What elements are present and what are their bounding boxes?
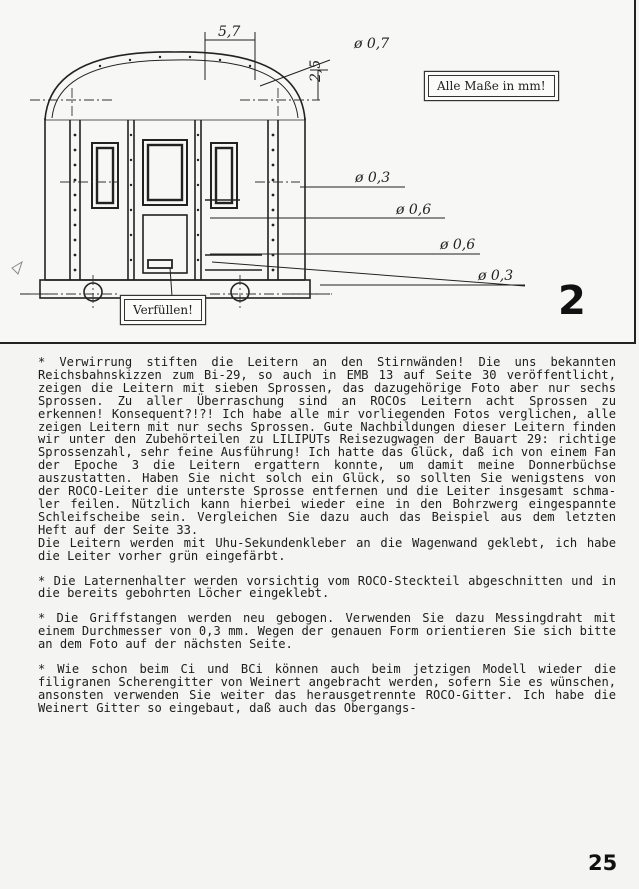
dim-diameter-1: ø 0,7 — [354, 36, 390, 52]
paragraph-ladder-glue: Die Leitern werden mit Uhu-Sekundenkleber an die Wagenwand geklebt, ich habe die Leiter vorher grün eingefärbt. — [38, 535, 616, 563]
technical-drawing-figure — [0, 0, 636, 344]
roof-outline — [45, 52, 305, 120]
rivet-dots — [74, 56, 275, 272]
paragraph-lantern-holders: * Die Laternenhalter werden vorsichtig vom ROCO-Steckteil abgeschnitten und in die bereits gebohrten Löcher eingeklebt. — [38, 573, 616, 601]
dim-diameter-4: ø 0,6 — [440, 237, 476, 253]
article-text — [38, 356, 616, 727]
paragraph-grab-rails: * Die Griffstangen werden neu gebogen. Verwenden Sie dazu Messingdraht mit einem Durchmesser von 0,3 mm. Wegen der genauen Form orientieren Sie sich bitte an dem Foto auf der nächsten Seite. — [38, 611, 616, 652]
figure-number: 2 — [558, 278, 586, 324]
page-number: 25 — [588, 851, 618, 875]
paragraph-ladders: * Verwirrung stiften die Leitern an den Stirnwänden! Die uns bekannten Reichsbahnskizzen zum Bi-29, so auch in EMB 13 auf Seite 30 veröffentlicht, zeigen die Leitern mit sieben Sprossen, das dazugehörige Foto aber nur sechs Sprossen. Zu aller Überraschung sind an ROCOs Leitern acht Sprossen zu erkennen! Konsequent?!?! Ich habe alle mir vorliegenden Fotos verglichen, alle zeigen Leitern mit nur sechs Sprossen. Gute Nachbildungen dieser Leitern finden wir unter den Zubehörteilen zu LILIPUTs Reisezugwagen der Bauart 29: richtige Sprossenzahl, sehr feine Ausführung! Ich hatte das Glück, daß ich von einem Fan der Epoche 3 die Leitern ergattern konnte, um damit meine Donnerbüchse auszustatten. Haben Sie nicht solch ein Glück, so sollten Sie wenigstens von der ROCO-Leiter die unterste Sprosse entfernen und die Leiter insgesamt schmaler feilen. Nützlich kann hierbei wieder eine in den Bohrzwerg eingespannte Schleifscheibe sein. Vergleichen Sie dazu auch das Beispiel aus dem letzten Heft auf der Seite 33. — [38, 355, 616, 537]
dim-height: 2,5 — [308, 59, 324, 82]
dimension-lines — [170, 32, 525, 296]
fill-note: Verfüllen! — [124, 299, 202, 321]
paragraph-scissor-gates: * Wie schon beim Ci und BCi können auch beim jetzigen Modell wieder die filigranen Scherengitter von Weinert angebracht werden, sofern Sie es wünschen, ansonsten verwenden Sie weiter das herausgetrennte ROCO-Gitter. Ich habe die Weinert Gitter so eingebaut, daß auch das Obergangs- — [38, 662, 616, 715]
dim-diameter-3: ø 0,6 — [396, 202, 432, 218]
dim-width-top: 5,7 — [218, 24, 241, 40]
dim-diameter-5: ø 0,3 — [478, 268, 514, 284]
units-note: Alle Maße in mm! — [428, 75, 555, 97]
coach-end-drawing — [0, 0, 636, 344]
dim-diameter-2: ø 0,3 — [355, 170, 391, 186]
